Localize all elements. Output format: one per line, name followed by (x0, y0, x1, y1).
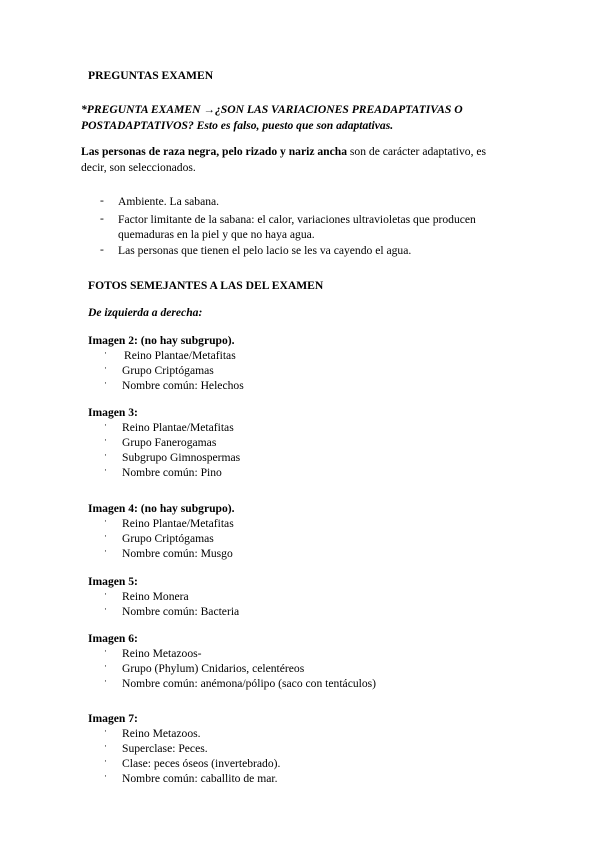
image-heading: Imagen 3: (88, 406, 138, 419)
image-heading: Imagen 7: (88, 712, 138, 725)
list-item-text: Reino Monera (122, 590, 189, 603)
dot-marker: · (104, 661, 107, 671)
list-item-text: Factor limitante de la sabana: el calor, variaciones ultravioletas que producen (118, 213, 476, 226)
image-heading: Imagen 6: (88, 632, 138, 645)
list-item-text-cont: quemaduras en la piel y que no haya agua. (118, 228, 315, 241)
list-item-text: Reino Plantae/Metafitas (122, 517, 234, 530)
list-item-text: Clase: peces óseos (invertebrado). (122, 757, 281, 770)
direction-label: De izquierda a derecha: (88, 306, 203, 319)
list-item-text: Superclase: Peces. (122, 742, 208, 755)
dot-marker: · (104, 435, 107, 445)
dot-marker: · (104, 589, 107, 599)
question-line-2: POSTADAPTATIVOS? Esto es falso, puesto que son adaptativas. (81, 119, 394, 132)
list-item-text: Nombre común: Musgo (122, 547, 233, 560)
list-item-text: Nombre común: Helechos (122, 379, 244, 392)
paragraph-rest: son de carácter adaptativo, es (347, 145, 487, 158)
list-item-text: Reino Plantae/Metafitas (122, 421, 234, 434)
dot-marker: · (104, 516, 107, 526)
list-item-text: Las personas que tienen el pelo lacio se les va cayendo el agua. (118, 244, 412, 257)
section-title: FOTOS SEMEJANTES A LAS DEL EXAMEN (88, 279, 324, 292)
dot-marker: · (104, 531, 107, 541)
list-item-text: Nombre común: caballito de mar. (122, 772, 278, 785)
paragraph-line-1 (81, 145, 486, 158)
image-heading: Imagen 2: (no hay subgrupo). (88, 334, 235, 347)
dot-marker: · (104, 420, 107, 430)
list-item-text: Nombre común: anémona/pólipo (saco con tentáculos) (122, 677, 377, 690)
dash-marker: - (100, 194, 104, 207)
list-item-text: Nombre común: Pino (122, 466, 222, 479)
dot-marker: · (104, 378, 107, 388)
list-item-text: Ambiente. La sabana. (118, 195, 220, 208)
dot-marker: · (104, 676, 107, 686)
dot-marker: · (104, 348, 107, 358)
dot-marker: · (104, 465, 107, 475)
dot-marker: · (104, 546, 107, 556)
page-title: PREGUNTAS EXAMEN (88, 69, 214, 82)
dot-marker: · (104, 604, 107, 614)
list-item-text: Grupo Fanerogamas (122, 436, 217, 449)
list-item-text: Grupo (Phylum) Cnidarios, celentéreos (122, 662, 305, 675)
dot-marker: · (104, 363, 107, 373)
list-item-text: Nombre común: Bacteria (122, 605, 240, 618)
dot-marker: · (104, 756, 107, 766)
list-item-text: Reino Plantae/Metafitas (124, 349, 236, 362)
dot-marker: · (104, 646, 107, 656)
list-item-text: Subgrupo Gimnospermas (122, 451, 241, 464)
image-heading: Imagen 4: (no hay subgrupo). (88, 502, 235, 515)
question-line-1: *PREGUNTA EXAMEN →¿SON LAS VARIACIONES PREADAPTATIVAS O (81, 103, 463, 116)
list-item-text: Reino Metazoos- (122, 647, 202, 660)
dot-marker: · (104, 450, 107, 460)
list-item-text: Grupo Criptógamas (122, 532, 214, 545)
dot-marker: · (104, 741, 107, 751)
dot-marker: · (104, 771, 107, 781)
dash-marker: - (100, 212, 104, 225)
list-item-text: Reino Metazoos. (122, 727, 201, 740)
paragraph-bold: Las personas de raza negra, pelo rizado y nariz ancha (81, 145, 347, 158)
list-item-text: Grupo Criptógamas (122, 364, 214, 377)
dash-marker: - (100, 243, 104, 256)
dot-marker: · (104, 726, 107, 736)
image-heading: Imagen 5: (88, 575, 138, 588)
paragraph-line-2: decir, son seleccionados. (81, 161, 196, 174)
